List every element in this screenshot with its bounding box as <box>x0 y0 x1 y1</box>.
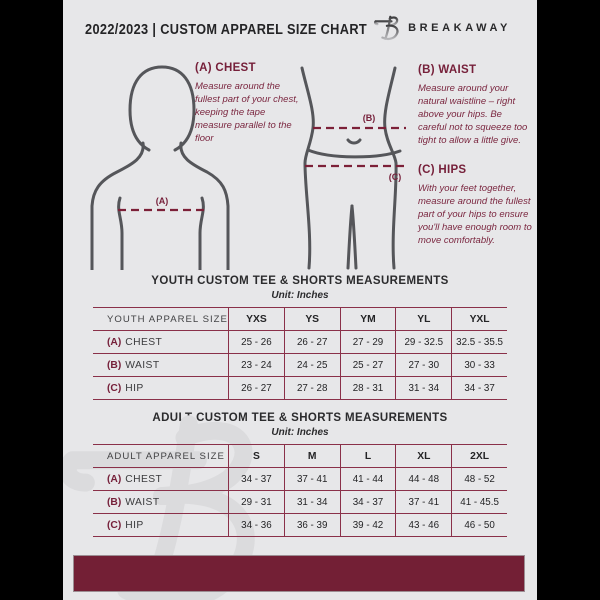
size-cell: 46 - 50 <box>451 514 507 536</box>
size-cell: 37 - 41 <box>284 468 340 490</box>
row-label <box>93 491 228 513</box>
lower-body-figure <box>285 60 411 270</box>
row-measure-name: CHEST <box>125 336 163 348</box>
row-letter: (A) <box>107 336 122 348</box>
size-column-header: YM <box>340 308 396 330</box>
size-column-header: XL <box>395 445 451 467</box>
size-cell: 39 - 42 <box>340 514 396 536</box>
size-column-header: M <box>284 445 340 467</box>
size-cell: 41 - 44 <box>340 468 396 490</box>
chest-heading: (A) CHEST <box>195 62 256 74</box>
size-cell: 27 - 30 <box>395 354 451 376</box>
row-label <box>93 331 228 353</box>
row-label <box>93 354 228 376</box>
adult-section-title: ADULT CUSTOM TEE & SHORTS MEASUREMENTS <box>152 412 448 424</box>
size-cell: 36 - 39 <box>284 514 340 536</box>
hips-instructions: With your feet together, measure around the fullest part of your hips to ensure you'll have enough room to move comfortably. <box>418 183 532 247</box>
youth-hip-row <box>93 376 507 400</box>
adult-waist-row <box>93 490 507 513</box>
adult-chest-row <box>93 467 507 490</box>
youth-size-table <box>93 307 507 400</box>
size-cell: 25 - 27 <box>340 354 396 376</box>
brand-lockup <box>374 14 511 41</box>
size-column-header: YXL <box>451 308 507 330</box>
size-cell: 27 - 28 <box>284 377 340 399</box>
row-label <box>93 377 228 399</box>
youth-unit-label: Unit: Inches <box>271 290 329 301</box>
row-letter: (A) <box>107 473 122 485</box>
page-title: 2022/2023 | CUSTOM APPAREL SIZE CHART <box>85 22 368 38</box>
size-column-header: L <box>340 445 396 467</box>
size-cell: 31 - 34 <box>395 377 451 399</box>
size-cell: 34 - 37 <box>228 468 284 490</box>
chest-instructions: Measure around the fullest part of your chest, keeping the tape measure parallel to the floor <box>195 81 299 145</box>
size-cell: 26 - 27 <box>284 331 340 353</box>
adult-size-column-label: ADULT APPAREL SIZE <box>107 450 225 462</box>
adult-size-table <box>93 444 507 537</box>
adult-unit-label: Unit: Inches <box>271 427 329 438</box>
size-cell: 37 - 41 <box>395 491 451 513</box>
row-measure-name: HIP <box>125 382 144 394</box>
size-column-header: YL <box>395 308 451 330</box>
size-cell: 30 - 33 <box>451 354 507 376</box>
row-letter: (B) <box>107 496 122 508</box>
size-cell: 23 - 24 <box>228 354 284 376</box>
youth-section-title: YOUTH CUSTOM TEE & SHORTS MEASUREMENTS <box>151 275 449 287</box>
footer-accent-bar <box>73 555 525 592</box>
youth-waist-row <box>93 353 507 376</box>
youth-size-column-label: YOUTH APPAREL SIZE <box>107 313 228 325</box>
size-cell: 44 - 48 <box>395 468 451 490</box>
row-measure-name: CHEST <box>125 473 163 485</box>
waist-line-label: (B) <box>362 113 376 123</box>
size-column-header: YXS <box>228 308 284 330</box>
youth-header-row <box>93 307 507 330</box>
size-chart-page <box>63 0 537 600</box>
size-cell: 31 - 34 <box>284 491 340 513</box>
size-column-header: 2XL <box>451 445 507 467</box>
size-cell: 28 - 31 <box>340 377 396 399</box>
size-cell: 34 - 37 <box>340 491 396 513</box>
youth-chest-row <box>93 330 507 353</box>
adult-header-row <box>93 444 507 467</box>
size-cell: 24 - 25 <box>284 354 340 376</box>
row-label <box>93 468 228 490</box>
size-cell: 27 - 29 <box>340 331 396 353</box>
row-letter: (C) <box>107 519 122 531</box>
size-cell: 26 - 27 <box>228 377 284 399</box>
size-cell: 25 - 26 <box>228 331 284 353</box>
waist-instructions: Measure around your natural waistline – right above your hips. Be careful not to squeeze too tight to allow a little give. <box>418 83 528 147</box>
row-measure-name: WAIST <box>125 496 160 508</box>
size-cell: 29 - 32.5 <box>395 331 451 353</box>
size-cell: 43 - 46 <box>395 514 451 536</box>
row-label <box>93 514 228 536</box>
chest-line-label: (A) <box>155 196 169 206</box>
size-cell: 29 - 31 <box>228 491 284 513</box>
size-cell: 48 - 52 <box>451 468 507 490</box>
hips-heading: (C) HIPS <box>418 164 467 176</box>
brand-name: BREAKAWAY <box>408 21 511 34</box>
hip-line-label: (C) <box>388 172 402 182</box>
breakaway-b-logo-icon <box>374 14 401 41</box>
adult-hip-row <box>93 513 507 537</box>
row-measure-name: WAIST <box>125 359 160 371</box>
size-cell: 32.5 - 35.5 <box>451 331 507 353</box>
waist-heading: (B) WAIST <box>418 64 477 76</box>
size-column-header: S <box>228 445 284 467</box>
row-measure-name: HIP <box>125 519 144 531</box>
row-letter: (C) <box>107 382 122 394</box>
row-letter: (B) <box>107 359 122 371</box>
size-cell: 41 - 45.5 <box>451 491 507 513</box>
size-cell: 34 - 37 <box>451 377 507 399</box>
size-cell: 34 - 36 <box>228 514 284 536</box>
size-column-header: YS <box>284 308 340 330</box>
